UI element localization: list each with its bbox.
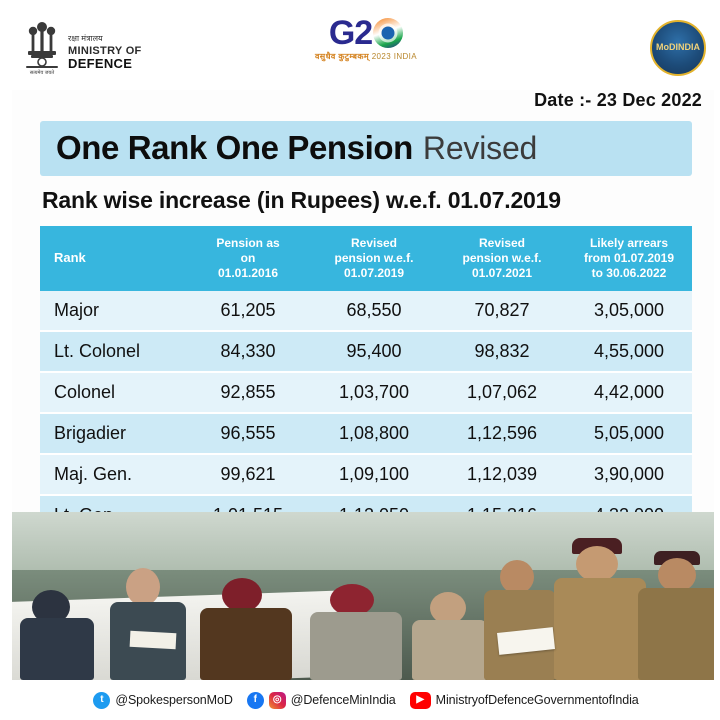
cell-revised-2021: 1,12,596 [438,413,566,454]
mod-crest-icon [650,20,706,76]
g20-wordmark [329,16,403,50]
photo-person [412,592,488,680]
page-title: One Rank One Pension [56,129,413,166]
column-header-pension-2016: Pension as on 01.01.2016 [186,226,310,291]
photo-officer [638,558,720,680]
cell-revised-2019: 95,400 [310,331,438,372]
cell-rank: Brigadier [40,413,186,454]
ministry-title-line1: MINISTRY OF [68,44,142,57]
ministry-title [68,23,142,72]
cell-rank: Lt. Colonel [40,331,186,372]
column-header-revised-2021: Revised pension w.e.f. 01.07.2021 [438,226,566,291]
cell-arrears: 4,55,000 [566,331,692,372]
table-row [40,413,692,454]
ministry-title-hindi: रक्षा मंत्रालय [68,33,103,43]
photo-strip [12,512,720,680]
cell-arrears: 5,05,000 [566,413,692,454]
poster-inner [12,12,720,720]
column-header-revised-2019: Revised pension w.e.f. 01.07.2019 [310,226,438,291]
column-header-rank: Rank [40,226,186,291]
cell-pension-2016: 61,205 [186,291,310,331]
twitter-handle-label: @SpokespersonMoD [115,693,233,707]
social-footer [12,680,720,720]
cell-pension-2016: 99,621 [186,454,310,495]
svg-text:सत्यमेव जयते: सत्यमेव जयते [29,70,55,76]
table-row [40,372,692,413]
photo-document [130,631,177,649]
cell-revised-2019: 1,03,700 [310,372,438,413]
photo-person [104,568,188,680]
g20-text: G2 [328,14,373,52]
mod-crest-line1: MoD [656,42,676,53]
cell-pension-2016: 92,855 [186,372,310,413]
cell-revised-2021: 1,07,062 [438,372,566,413]
cell-rank: Maj. Gen. [40,454,186,495]
cell-pension-2016: 84,330 [186,331,310,372]
title-banner [40,121,692,176]
cell-arrears: 4,42,000 [566,372,692,413]
g20-lotus-icon [373,18,403,48]
pension-table [40,226,692,537]
header [12,12,720,90]
facebook-instagram-handle[interactable] [247,692,396,709]
cell-rank: Colonel [40,372,186,413]
photo-person [308,584,404,680]
g20-tagline [291,51,441,62]
cell-revised-2021: 70,827 [438,291,566,331]
column-header-arrears: Likely arrears from 01.07.2019 to 30.06.2022 [566,226,692,291]
cell-revised-2019: 68,550 [310,291,438,331]
national-emblem-icon [22,18,62,76]
cell-arrears: 3,05,000 [566,291,692,331]
facebook-icon: f [247,692,264,709]
g20-logo [291,16,441,62]
cell-revised-2021: 1,12,039 [438,454,566,495]
mod-crest-line2: INDIA [675,42,700,53]
cell-revised-2021: 98,832 [438,331,566,372]
cell-arrears: 3,90,000 [566,454,692,495]
date-label: Date :- 23 Dec 2022 [534,90,702,110]
cell-rank: Major [40,291,186,331]
twitter-handle[interactable] [93,692,232,709]
ministry-branding [22,18,142,76]
youtube-handle-label: MinistryofDefenceGovernmentofIndia [435,693,639,707]
table-row [40,291,692,331]
photo-person [20,590,94,680]
table-row [40,454,692,495]
cell-revised-2019: 1,09,100 [310,454,438,495]
table-header-row [40,226,692,291]
g20-tagline-en: 2023 INDIA [371,52,418,61]
photo-person [198,578,294,680]
facebook-handle-label: @DefenceMinIndia [290,693,396,707]
instagram-icon: ◎ [269,692,286,709]
youtube-handle[interactable] [410,692,639,709]
photo-person [484,560,556,680]
g20-tagline-hindi: वसुधैव कुटुम्बकम् [314,52,370,61]
cell-revised-2019: 1,08,800 [310,413,438,454]
ministry-title-line2: DEFENCE [68,55,133,71]
photo-officer [554,546,646,680]
subtitle: Rank wise increase (in Rupees) w.e.f. 01.07.2019 [42,187,561,213]
table-row [40,331,692,372]
page-title-suffix: Revised [422,130,538,166]
cell-pension-2016: 96,555 [186,413,310,454]
youtube-icon: ▶ [410,692,431,709]
twitter-icon: t [93,692,110,709]
table-header [40,226,692,291]
table-body [40,291,692,536]
